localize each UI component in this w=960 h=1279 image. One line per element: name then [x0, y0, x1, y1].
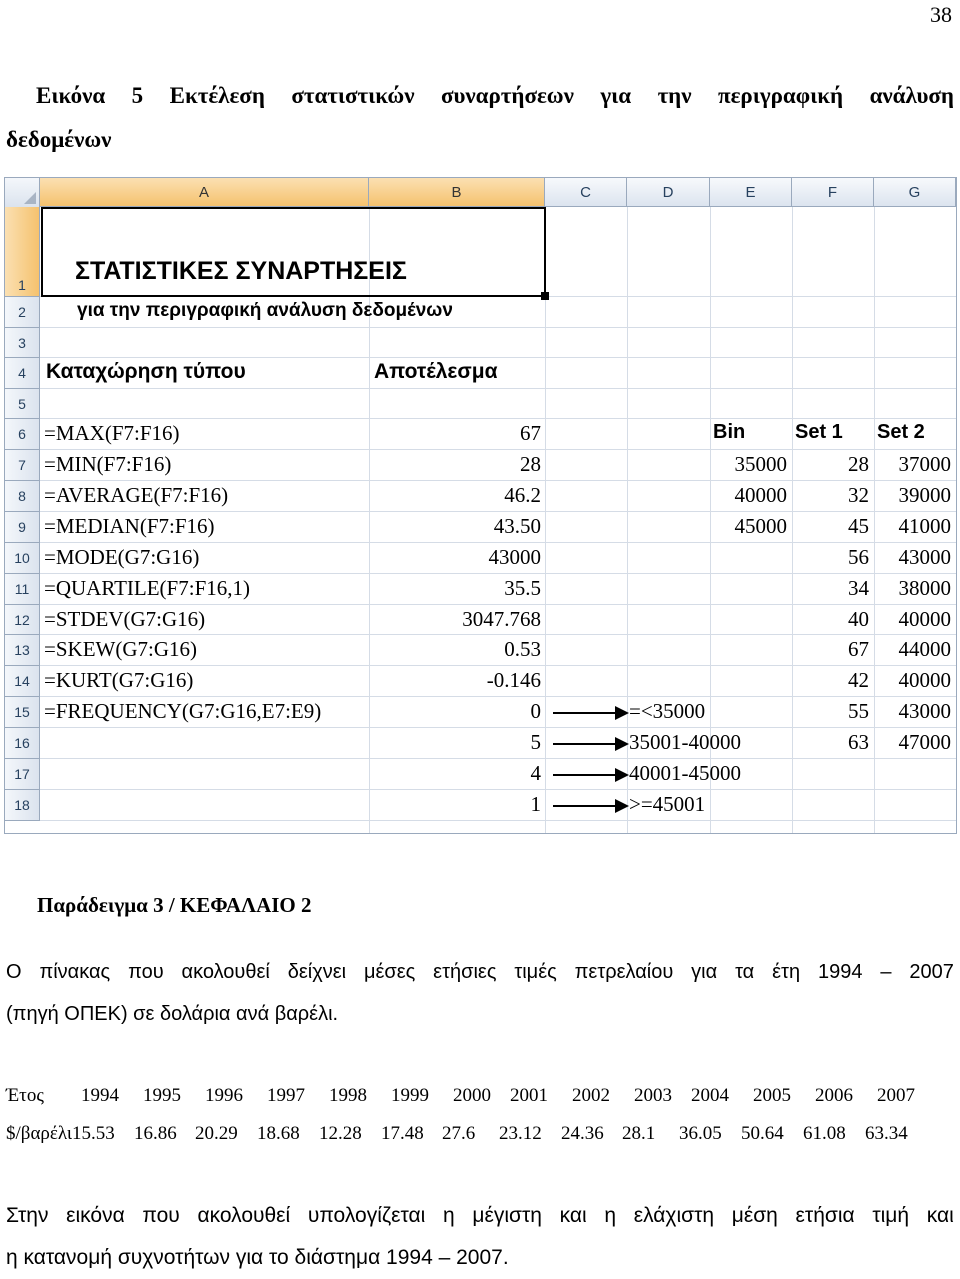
column-header[interactable]: C [545, 178, 627, 207]
paragraph-1-word: ετήσιες [433, 961, 497, 983]
year-label: Έτος [6, 1085, 44, 1106]
caption-line-1 [6, 74, 954, 118]
set2-header: Set 2 [877, 421, 925, 443]
bin-header: Bin [713, 421, 746, 443]
gridline [40, 327, 956, 328]
price-cell: 20.29 [194, 1123, 238, 1144]
set2-cell: 43000 [898, 545, 951, 569]
gridline [40, 357, 956, 358]
set2-cell: 40000 [898, 607, 951, 631]
result-cell: 46.2 [504, 483, 541, 507]
price-cell: 16.86 [133, 1123, 177, 1144]
gridline [40, 604, 956, 605]
paragraph-1-word: για [691, 961, 718, 983]
sheet-title: ΣΤΑΤΙΣΤΙΚΕΣ ΣΥΝΑΡΤΗΣΕΙΣ [75, 257, 407, 285]
paragraph-1-word: ακολουθεί [181, 961, 270, 983]
year-cell: 2000 [453, 1085, 491, 1106]
result-cell: 3047.768 [462, 607, 541, 631]
paragraph-2-word: τιμή [872, 1204, 910, 1227]
gridline [40, 573, 956, 574]
result-cell: 28 [520, 452, 541, 476]
gridline [40, 511, 956, 512]
price-cell: 12.28 [318, 1123, 362, 1144]
set2-cell: 39000 [898, 483, 951, 507]
arrow-icon [553, 712, 627, 714]
year-cell: 2003 [634, 1085, 672, 1106]
column-header[interactable]: B [369, 178, 545, 207]
row-header[interactable]: 6 [5, 419, 40, 450]
column-header[interactable]: F [792, 178, 874, 207]
paragraph-2-word: Στην [6, 1204, 49, 1227]
gridline [40, 727, 956, 728]
gridline [40, 789, 956, 790]
paragraph-1-line-2: (πηγή ΟΠΕΚ) σε δολάρια ανά βαρέλι. [6, 1003, 339, 1025]
caption-word: συναρτήσεων [440, 83, 574, 108]
row-header[interactable]: 14 [5, 666, 40, 697]
price-cell: 61.08 [802, 1123, 846, 1144]
set2-cell: 43000 [898, 699, 951, 723]
year-cell: 2006 [815, 1085, 853, 1106]
result-cell: 0 [530, 699, 541, 723]
gridline [40, 480, 956, 481]
row-header[interactable]: 4 [5, 358, 40, 389]
column-header[interactable]: D [627, 178, 710, 207]
column-header[interactable]: A [40, 178, 369, 207]
gridline [40, 449, 956, 450]
gridline [545, 207, 546, 833]
result-cell: 35.5 [504, 576, 541, 600]
paragraph-2-word: ετήσια [795, 1204, 855, 1227]
paragraph-1-word: μέσες [363, 961, 416, 983]
paragraph-2-word: και [559, 1204, 587, 1227]
bin-cell: 40000 [734, 483, 787, 507]
result-cell: 5 [530, 730, 541, 754]
paragraph-1-word: τα [735, 961, 755, 983]
paragraph-2-line-1 [6, 1195, 954, 1237]
set2-cell: 40000 [898, 668, 951, 692]
column-header[interactable]: G [874, 178, 956, 207]
oil-table-years-row [6, 1085, 937, 1107]
paragraph-1-word: τιμές [514, 961, 557, 983]
result-cell: -0.146 [486, 668, 541, 692]
price-cell: 18.68 [256, 1123, 300, 1144]
row-header[interactable]: 1 [5, 207, 40, 297]
row-header[interactable]: 8 [5, 481, 40, 512]
price-cell: 15.53 [71, 1123, 115, 1144]
row-header[interactable]: 12 [5, 605, 40, 635]
gridline [874, 207, 875, 833]
gridline [40, 820, 956, 821]
range-label: 40001-45000 [629, 761, 741, 785]
arrow-icon [553, 805, 627, 807]
paragraph-2-word: ελάχιστη [633, 1204, 715, 1227]
paragraph-1-word: Ο [6, 961, 22, 983]
formula-cell: =QUARTILE(F7:F16,1) [44, 576, 250, 600]
caption-line-2: δεδομένων [6, 127, 112, 152]
set1-cell: 63 [848, 730, 869, 754]
paragraph-2 [6, 1195, 954, 1279]
paragraph-2-word: ακολουθεί [197, 1204, 291, 1227]
formula-cell: =FREQUENCY(G7:G16,E7:E9) [44, 699, 322, 723]
set1-cell: 45 [848, 514, 869, 538]
figure-caption [6, 74, 954, 162]
paragraph-1-word: που [128, 961, 164, 983]
paragraph-2-word: η [604, 1204, 617, 1227]
price-cell: 17.48 [380, 1123, 424, 1144]
caption-word: ανάλυση [869, 83, 954, 108]
range-label: 35001-40000 [629, 730, 741, 754]
gridline [40, 665, 956, 666]
result-cell: 1 [530, 792, 541, 816]
set1-cell: 42 [848, 668, 869, 692]
paragraph-1-word: έτη [772, 961, 801, 983]
gridline [40, 388, 956, 389]
gridline [40, 418, 956, 419]
set1-header: Set 1 [795, 421, 843, 443]
row-header[interactable]: 10 [5, 543, 40, 574]
set1-cell: 56 [848, 545, 869, 569]
year-cell: 1998 [329, 1085, 367, 1106]
row-header[interactable]: 5 [5, 389, 40, 419]
paragraph-2-word: εικόνα [66, 1204, 125, 1227]
set1-cell: 67 [848, 637, 869, 661]
gridline [40, 758, 956, 759]
result-cell: 43000 [488, 545, 541, 569]
formula-cell: =MEDIAN(F7:F16) [44, 514, 215, 538]
set1-cell: 55 [848, 699, 869, 723]
column-header[interactable]: E [710, 178, 792, 207]
set2-cell: 37000 [898, 452, 951, 476]
sheet-subtitle: για την περιγραφική ανάλυση δεδομένων [77, 300, 453, 321]
caption-word: την [657, 83, 692, 108]
fill-handle [541, 292, 549, 300]
caption-word: στατιστικών [291, 83, 415, 108]
result-cell: 43.50 [493, 514, 541, 538]
formula-cell: =STDEV(G7:G16) [44, 607, 206, 631]
set1-cell: 28 [848, 452, 869, 476]
price-cell: 50.64 [740, 1123, 784, 1144]
year-cell: 2002 [572, 1085, 610, 1106]
row-header[interactable]: 11 [5, 574, 40, 605]
caption-word: Εκτέλεση [169, 83, 265, 108]
paragraph-2-word: η [442, 1204, 455, 1227]
formula-cell: =SKEW(G7:G16) [44, 637, 197, 661]
gridline [40, 696, 956, 697]
paragraph-2-line-2: η κατανομή συχνοτήτων για το διάστημα 1994 – 2007. [6, 1246, 509, 1269]
paragraph-2-word: μέγιστη [472, 1204, 542, 1227]
row-header[interactable]: 13 [5, 635, 40, 666]
formula-cell: =MODE(G7:G16) [44, 545, 200, 569]
row-header[interactable]: 2 [5, 297, 40, 328]
set2-cell: 47000 [898, 730, 951, 754]
bin-cell: 35000 [734, 452, 787, 476]
example-heading: Παράδειγμα 3 / ΚΕΦΑΛΑΙΟ 2 [37, 893, 312, 917]
result-cell: 0.53 [504, 637, 541, 661]
year-cell: 2004 [691, 1085, 729, 1106]
paragraph-2-word: υπολογίζεται [307, 1204, 426, 1227]
paragraph-1 [6, 951, 954, 1035]
caption-word: Εικόνα [36, 83, 106, 108]
paragraph-1-word: 1994 [817, 961, 863, 983]
formula-cell: =MIN(F7:F16) [44, 452, 172, 476]
bin-cell: 45000 [734, 514, 787, 538]
year-cell: 1995 [143, 1085, 181, 1106]
oil-table-prices-row [6, 1123, 925, 1145]
page-number: 38 [930, 2, 952, 27]
gridline [792, 207, 793, 833]
row-header[interactable]: 7 [5, 450, 40, 481]
range-label: >=45001 [629, 792, 706, 816]
gridline [40, 542, 956, 543]
set2-cell: 41000 [898, 514, 951, 538]
caption-word: 5 [131, 83, 144, 108]
paragraph-1-word: 2007 [909, 961, 954, 983]
year-cell: 2005 [753, 1085, 791, 1106]
row-header[interactable]: 17 [5, 759, 40, 790]
year-cell: 2001 [510, 1085, 548, 1106]
price-cell: 63.34 [864, 1123, 908, 1144]
set2-cell: 44000 [898, 637, 951, 661]
arrow-icon [553, 774, 627, 776]
year-cell: 1994 [81, 1085, 119, 1106]
row-header[interactable]: 9 [5, 512, 40, 543]
year-cell: 1999 [391, 1085, 429, 1106]
spreadsheet [4, 177, 957, 834]
paragraph-1-word: πετρελαίου [574, 961, 674, 983]
paragraph-2-word: και [926, 1204, 954, 1227]
row-header[interactable]: 16 [5, 728, 40, 759]
price-cell: 28.1 [621, 1123, 656, 1144]
header-result: Αποτέλεσμα [374, 360, 498, 383]
paragraph-1-word: δείχνει [287, 961, 347, 983]
caption-word: περιγραφική [718, 83, 844, 108]
caption-word: για [600, 83, 632, 108]
formula-cell: =AVERAGE(F7:F16) [44, 483, 229, 507]
year-cell: 1997 [267, 1085, 305, 1106]
formula-cell: =MAX(F7:F16) [44, 421, 180, 445]
year-cell: 1996 [205, 1085, 243, 1106]
price-cell: 27.6 [441, 1123, 476, 1144]
paragraph-1-line-1 [6, 951, 954, 993]
arrow-icon [553, 743, 627, 745]
year-cell: 2007 [877, 1085, 915, 1106]
set1-cell: 40 [848, 607, 869, 631]
select-all-corner [5, 178, 40, 208]
price-cell: 24.36 [560, 1123, 604, 1144]
row-header[interactable]: 3 [5, 328, 40, 358]
set1-cell: 32 [848, 483, 869, 507]
formula-cell: =KURT(G7:G16) [44, 668, 194, 692]
range-label: =<35000 [629, 699, 706, 723]
row-header[interactable]: 15 [5, 697, 40, 728]
price-label: $/βαρέλι [6, 1123, 72, 1144]
paragraph-2-word: μέση [731, 1204, 778, 1227]
result-cell: 67 [520, 421, 541, 445]
selected-cell [41, 207, 546, 297]
price-cell: 23.12 [498, 1123, 542, 1144]
paragraph-1-word: πίνακας [39, 961, 111, 983]
price-cell: 36.05 [678, 1123, 722, 1144]
set1-cell: 34 [848, 576, 869, 600]
gridline [40, 634, 956, 635]
result-cell: 4 [530, 761, 541, 785]
paragraph-1-word: – [880, 961, 892, 983]
set2-cell: 38000 [898, 576, 951, 600]
paragraph-2-word: που [142, 1204, 180, 1227]
row-header[interactable]: 18 [5, 790, 40, 821]
header-formula: Καταχώρηση τύπου [46, 360, 246, 383]
